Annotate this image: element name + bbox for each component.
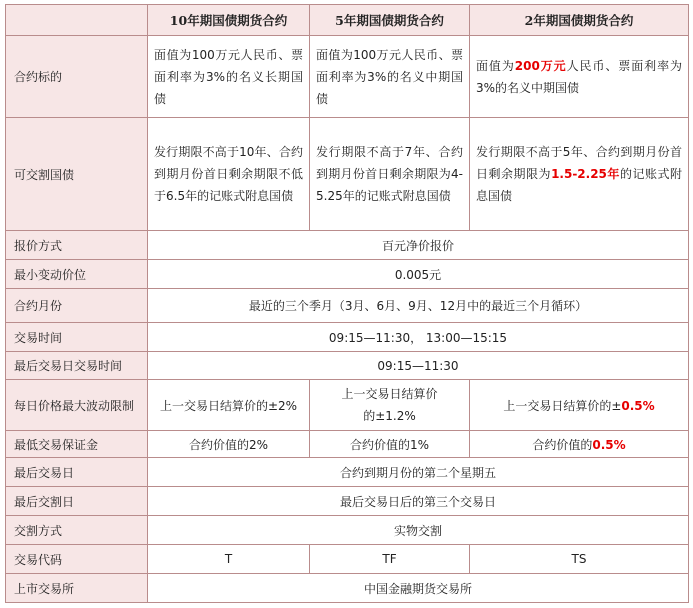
row-label: 报价方式: [6, 231, 148, 260]
cell-value: 实物交割: [148, 516, 689, 545]
highlight-text: 0.5%: [621, 398, 655, 413]
cell-5y: 上一交易日结算价的±1.2%: [310, 380, 470, 431]
row-tick: [6, 260, 689, 289]
cell-10y: 合约价值的2%: [148, 431, 310, 458]
cell-10y: 发行期限不高于10年、合约到期月份首日剩余期限不低于6.5年的记账式附息国债: [148, 118, 310, 231]
row-label: 最后交易日交易时间: [6, 352, 148, 380]
cell-value: 百元净价报价: [148, 231, 689, 260]
row-margin: [6, 431, 689, 458]
cell-2y: TS: [470, 545, 689, 574]
row-last-day-hours: [6, 352, 689, 380]
cell-value: 最近的三个季月（3月、6月、9月、12月中的最近三个月循环）: [148, 289, 689, 323]
header-5y: 5年期国债期货合约: [310, 5, 470, 36]
cell-5y: 合约价值的1%: [310, 431, 470, 458]
text-pre: 面值为: [476, 58, 515, 73]
row-label: 交易时间: [6, 323, 148, 352]
text-pre: 发行期限不高于5年、合约到期月份首日剩余期限为: [476, 145, 682, 181]
row-last-delivery-day: [6, 487, 689, 516]
cell-5y: TF: [310, 545, 470, 574]
highlight-text: 1.5-2.25年: [551, 167, 620, 181]
cell-5y: 发行期限不高于7年、合约到期月份首日剩余期限为4-5.25年的记账式附息国债: [310, 118, 470, 231]
cell-value: 中国金融期货交易所: [148, 574, 689, 603]
cell-10y: T: [148, 545, 310, 574]
row-hours: [6, 323, 689, 352]
highlight-text: 0.5%: [592, 437, 626, 452]
cell-10y: 上一交易日结算价的±2%: [148, 380, 310, 431]
header-row: [6, 5, 689, 36]
row-last-trading-day: [6, 458, 689, 487]
row-label: 最后交割日: [6, 487, 148, 516]
row-exchange: [6, 574, 689, 603]
row-label: 可交割国债: [6, 118, 148, 231]
row-label: 最低交易保证金: [6, 431, 148, 458]
cell-value: 09:15—11:30: [148, 352, 689, 380]
text-post: 人民币、票面利率为3%的名义中期国债: [476, 58, 682, 95]
row-label: 合约标的: [6, 36, 148, 118]
futures-comparison-table: [5, 4, 689, 603]
header-2y: 2年期国债期货合约: [470, 5, 689, 36]
highlight-text: 200万元: [514, 58, 567, 73]
cell-10y: 面值为100万元人民币、票面利率为3%的名义长期国债: [148, 36, 310, 118]
row-label: 交割方式: [6, 516, 148, 545]
row-label: 交易代码: [6, 545, 148, 574]
cell-value: 09:15—11:30， 13:00—15:15: [148, 323, 689, 352]
row-months: [6, 289, 689, 323]
text-pre: 合约价值的: [532, 437, 593, 452]
row-label: 每日价格最大波动限制: [6, 380, 148, 431]
cell-2y: [470, 431, 689, 458]
row-label: 最小变动价位: [6, 260, 148, 289]
cell-5y: 面值为100万元人民币、票面利率为3%的名义中期国债: [310, 36, 470, 118]
row-label: 合约月份: [6, 289, 148, 323]
row-underlying: [6, 36, 689, 118]
row-limit: [6, 380, 689, 431]
cell-2y: [470, 380, 689, 431]
text-pre: 上一交易日结算价的±: [503, 398, 622, 413]
cell-value: 最后交易日后的第三个交易日: [148, 487, 689, 516]
cell-value: 0.005元: [148, 260, 689, 289]
header-corner: [6, 5, 148, 36]
cell-2y: [470, 36, 689, 118]
row-label: 最后交易日: [6, 458, 148, 487]
header-10y: 10年期国债期货合约: [148, 5, 310, 36]
cell-2y: [470, 118, 689, 231]
cell-value: 合约到期月份的第二个星期五: [148, 458, 689, 487]
row-label: 上市交易所: [6, 574, 148, 603]
row-delivery: [6, 516, 689, 545]
row-quote: [6, 231, 689, 260]
row-code: [6, 545, 689, 574]
text-post: 的记账式附息国债: [476, 167, 682, 203]
row-deliverable: [6, 118, 689, 231]
